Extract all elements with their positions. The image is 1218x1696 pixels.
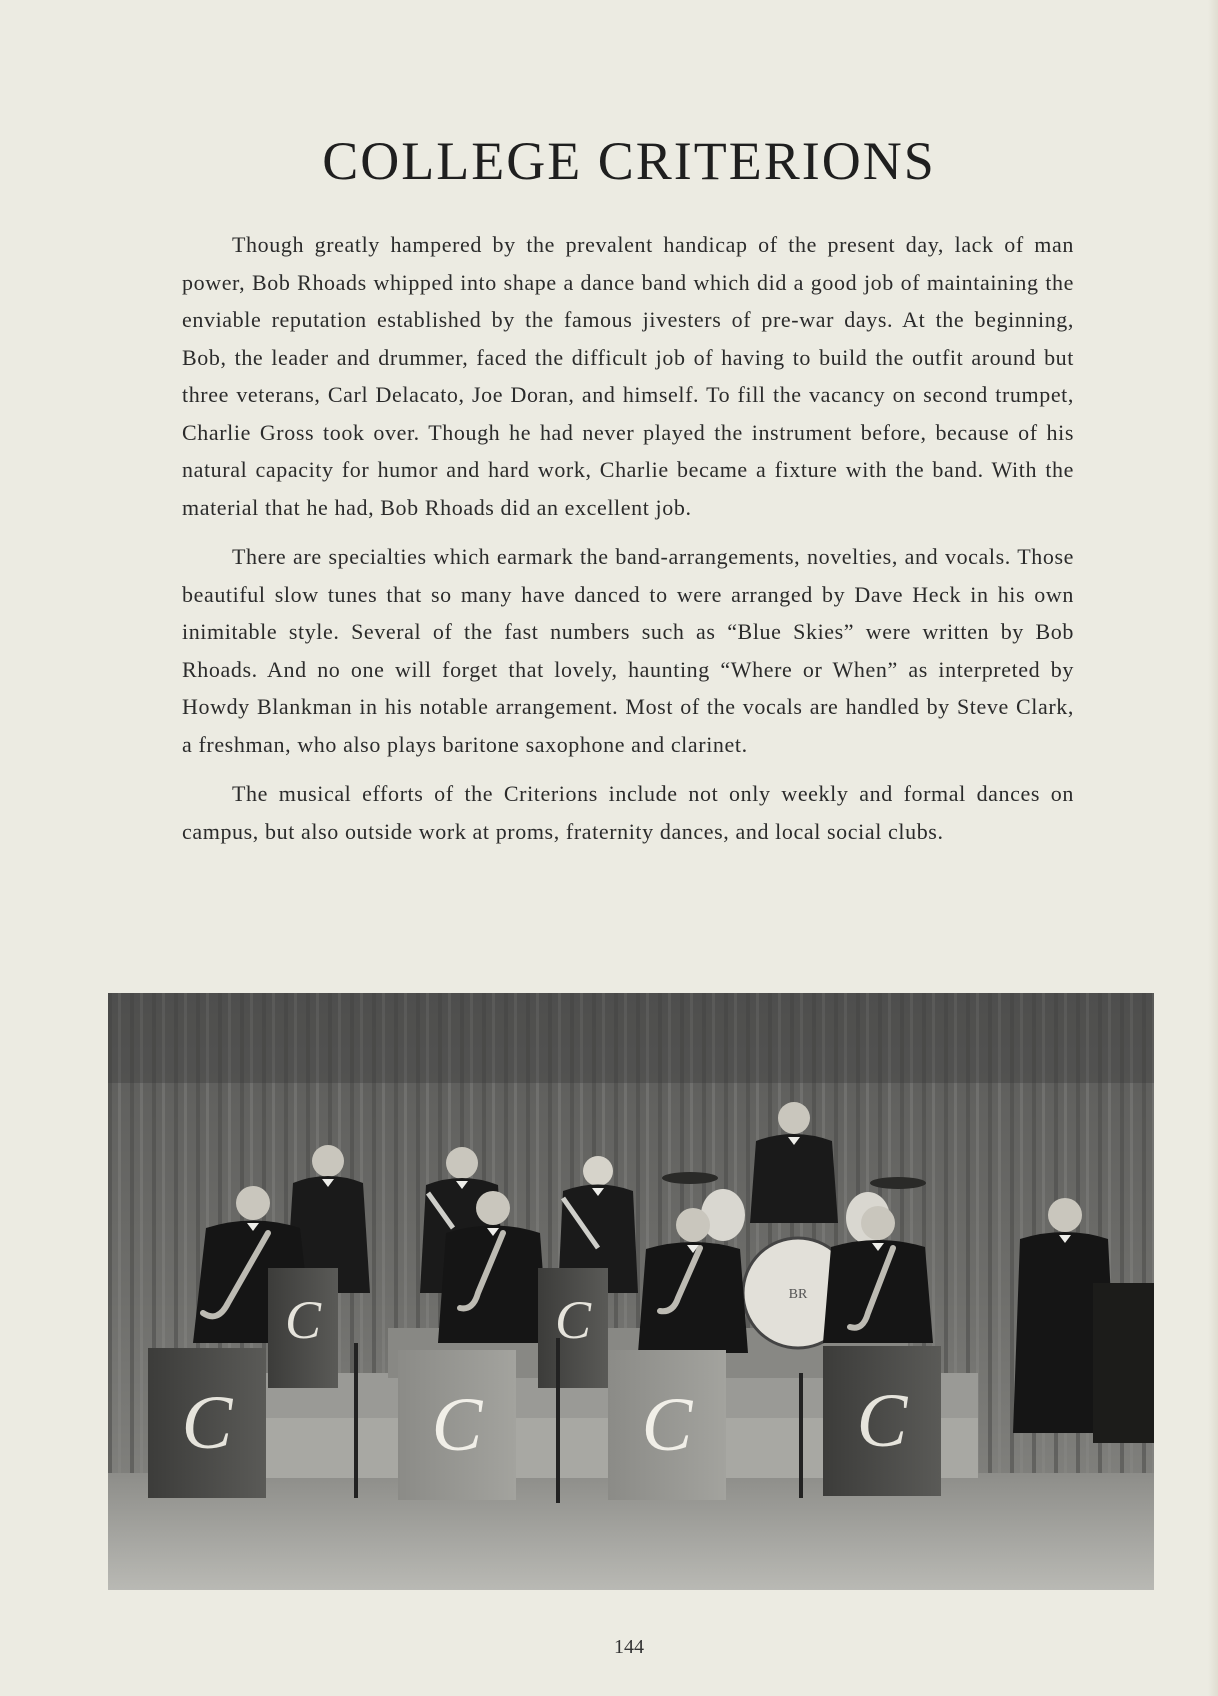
stand-monogram: C xyxy=(856,1379,908,1463)
stand-monogram: C xyxy=(431,1383,483,1467)
article-body xyxy=(182,226,1074,862)
piano xyxy=(1093,1283,1154,1443)
stand-monogram: C xyxy=(641,1383,693,1467)
article-paragraph: The musical efforts of the Criterions include not only weekly and formal dances on campus, but also outside work at proms, fraternity dances, and local social clubs. xyxy=(182,781,1074,844)
page-number: 144 xyxy=(614,1636,644,1658)
band-photograph xyxy=(108,993,1154,1590)
stand-monogram: C xyxy=(284,1290,322,1350)
stand-monogram: C xyxy=(181,1381,233,1465)
article-paragraph: Though greatly hampered by the prevalent handicap of the present day, lack of man power, Bob Rhoads whipped into shape a dance band which did a good job of maintaining the enviable reputation established by the famous jivesters of pre-war days. At the beginning, Bob, the leader and drummer, faced the difficult job of having to build the outfit around but three veterans, Carl Delacato, Joe Doran, and himself. To fill the vacancy on second trumpet, Charlie Gross took over. Though he had never played the instrument before, because of his natural capacity for humor and hard work, Charlie became a fixture with the band. With the material that he had, Bob Rhoads did an excellent job. xyxy=(182,232,1074,520)
page-edge-shadow xyxy=(1208,0,1218,1696)
stand-monogram: C xyxy=(554,1290,592,1350)
article-paragraph: There are specialties which earmark the band-arrangements, novelties, and vocals. Those beautiful slow tunes that so many have danced to were arranged by Dave Heck in his own inimitable style. Several of the fast numbers such as “Blue Skies” were written by Bob Rhoads. And no one will forget that lovely, haunting “Where or When” as interpreted by Howdy Blankman in his notable arrangement. Most of the vocals are handled by Steve Clark, a freshman, who also plays baritone saxophone and clarinet. xyxy=(182,544,1074,757)
page-title: COLLEGE CRITERIONS xyxy=(322,131,936,191)
drum-monogram: BR xyxy=(788,1287,808,1302)
